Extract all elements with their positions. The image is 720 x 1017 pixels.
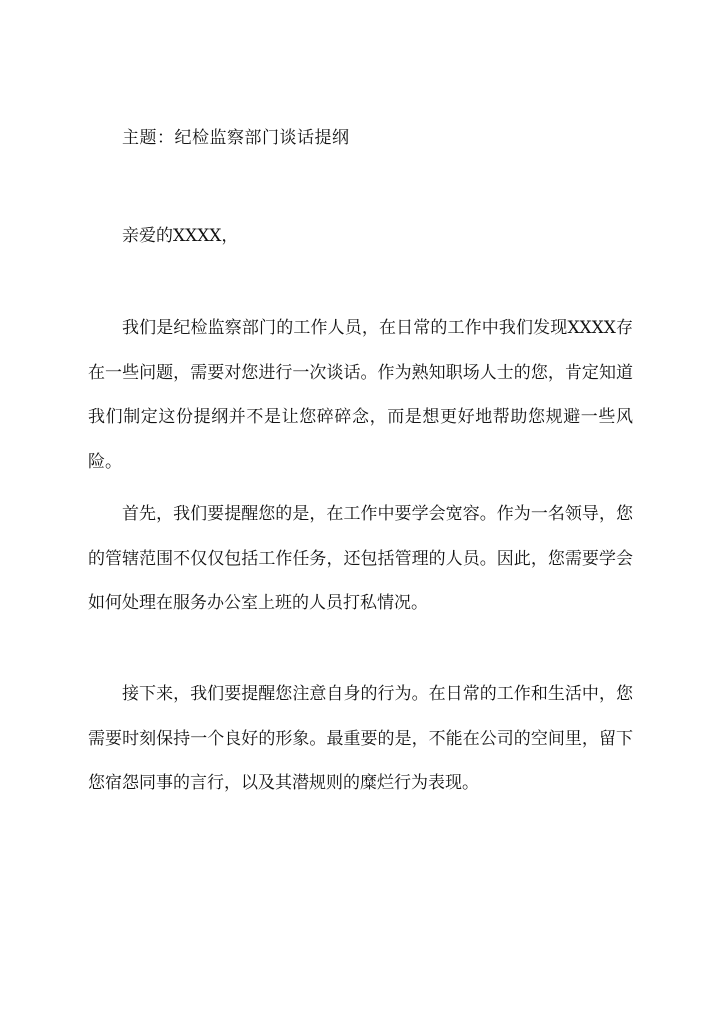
salutation: 亲爱的XXXX， xyxy=(122,226,239,246)
paragraph-second-point: 接下来，我们要提醒您注意自身的行为。在日常的工作和生活中，您需要时刻保持一个良好的形象。最重要的是，不能在公司的空间里，留下您宿怨同事的言行，以及其潜规则的糜烂行为表现。 xyxy=(88,684,633,793)
paragraph-intro: 我们是纪检监察部门的工作人员，在日常的工作中我们发现XXXX存在一些问题，需要对您进行一次谈话。作为熟知职场人士的您，肯定知道我们制定这份提纲并不是让您碎碎念，而是想更好地帮助您规避一些风险。 xyxy=(88,318,633,472)
subject-line: 主题：纪检监察部门谈话提纲 xyxy=(122,128,350,148)
paragraph-first-point: 首先，我们要提醒您的是，在工作中要学会宽容。作为一名领导，您的管辖范围不仅仅包括工作任务，还包括管理的人员。因此，您需要学会如何处理在服务办公室上班的人员打私情况。 xyxy=(88,504,633,613)
